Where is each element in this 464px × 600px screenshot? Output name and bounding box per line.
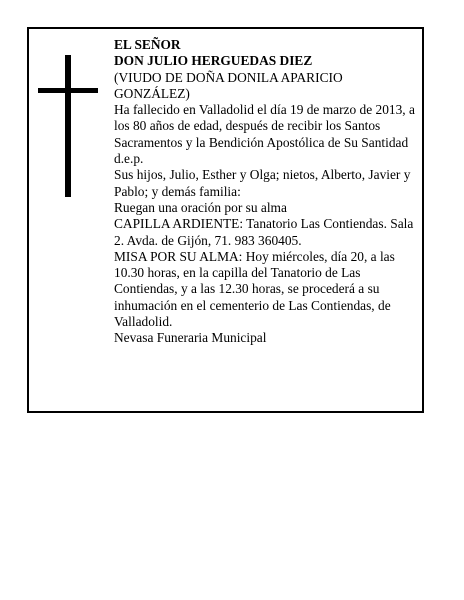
dep-line: d.e.p. <box>114 151 144 167</box>
mass-info: MISA POR SU ALMA: Hoy miércoles, día 20, a las 10.30 horas, en la capilla del Tanatorio de Las Contiendas, y a las 12.30 horas, se procederá a su inhumación en el cementerio de Las Contiendas, de Valladolid. <box>114 248 395 330</box>
prayer-request: Ruegan una oración por su alma <box>114 199 287 215</box>
deceased-title: EL SEÑOR <box>114 37 181 52</box>
chapel-info: CAPILLA ARDIENTE: Tanatorio Las Contiendas. Sala 2. Avda. de Gijón, 71. 983 360405. <box>114 216 414 248</box>
deceased-name: DON JULIO HERGUEDAS DIEZ <box>114 53 313 69</box>
obituary-text <box>114 37 419 347</box>
widow-of-line: (VIUDO DE DOÑA DONILA APARICIO GONZÁLEZ) <box>114 69 343 101</box>
funeral-home: Nevasa Funeraria Municipal <box>114 330 267 346</box>
cross-icon <box>38 55 98 197</box>
death-announcement: Ha fallecido en Valladolid el día 19 de marzo de 2013, a los 80 años de edad, después de recibir los Santos Sacramentos y la Bendición Apostólica de Su Santidad <box>114 102 415 150</box>
family-members: Sus hijos, Julio, Esther y Olga; nietos, Alberto, Javier y Pablo; y demás familia: <box>114 167 411 199</box>
cross-vertical-bar <box>65 55 71 197</box>
cross-horizontal-bar <box>38 88 98 93</box>
